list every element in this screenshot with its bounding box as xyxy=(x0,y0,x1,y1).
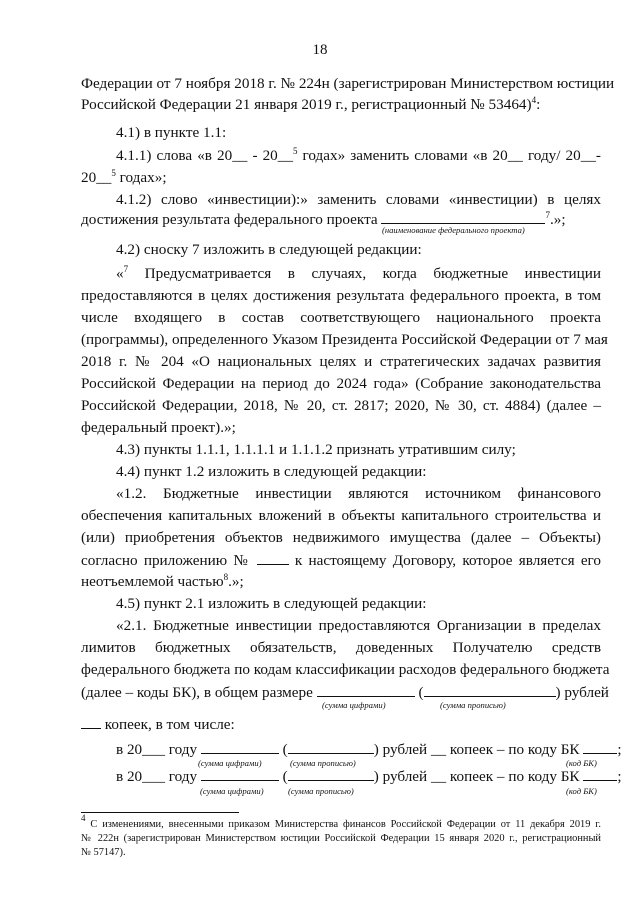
field-caption: (наименование федерального проекта) xyxy=(382,225,525,235)
text-line: 4.5) пункт 2.1 изложить в следующей редакции: xyxy=(116,595,427,612)
text-line: федеральный проект).»; xyxy=(81,419,236,436)
text-line: предоставляются в целях достижения результата федерального проекта, в том xyxy=(81,287,601,304)
text-line: 20__$^5$ годах»; xyxy=(81,168,167,186)
blank-field xyxy=(381,209,545,224)
blank-field xyxy=(424,682,556,697)
text-line: 4.1) в пункте 1.1: xyxy=(116,124,227,141)
blank-field xyxy=(583,766,617,781)
text-line: федерального бюджета по кодам классификации расходов федерального бюджета xyxy=(81,661,610,678)
text-line: Российской Федерации, 2018, № 20, ст. 2817; 2020, № 30, ст. 4884) (далее – xyxy=(81,397,601,414)
text-line: «2.1. Бюджетные инвестиции предоставляются Организации в пределах xyxy=(116,617,601,634)
text-line: (далее – коды БК), в общем размере ( ) рублей xyxy=(81,684,609,701)
field-caption: (сумма прописью) xyxy=(290,758,356,768)
footnote-text: № 222н (зарегистрирован Министерством юстиции Российской Федерации 15 января 2020 г., регистрационный xyxy=(81,833,601,844)
field-caption: (код БК) xyxy=(566,786,597,796)
text-line: Федерации от 7 ноября 2018 г. № 224н (зарегистрирован Министерством юстиции xyxy=(81,75,615,92)
blank-field xyxy=(81,714,101,729)
field-caption: (сумма прописью) xyxy=(440,700,506,710)
blank-field xyxy=(288,739,374,754)
blank-field xyxy=(201,766,279,781)
text-line: Российской Федерации на период до 2024 года» (Собрание законодательства xyxy=(81,375,601,392)
blank-field xyxy=(583,739,617,754)
field-caption: (сумма цифрами) xyxy=(198,758,262,768)
text-line: копеек, в том числе: xyxy=(81,714,601,735)
page-number: 18 xyxy=(312,42,328,58)
footnote-text: $^4$ С изменениями, внесенными приказом Министерства финансов Российской Федерации от 11 декабря 2019 г. xyxy=(81,813,601,830)
text-line: «$^7$ Предусматривается в случаях, когда бюджетные инвестиции xyxy=(116,264,601,282)
text-line: в 20___ году ( ) рублей __ копеек – по коду БК ; xyxy=(116,768,622,785)
text-line: в 20___ году ( ) рублей __ копеек – по коду БК ; xyxy=(116,741,622,758)
blank-field xyxy=(257,550,289,565)
field-caption: (сумма цифрами) xyxy=(322,700,386,710)
text-line: 4.4) пункт 1.2 изложить в следующей редакции: xyxy=(116,463,427,480)
text-line: обеспечения капитальных вложений в объекты капитального строительства и xyxy=(81,507,601,524)
text-line: достижения результата федерального проекта $^7$.»; xyxy=(81,210,566,228)
text-line: Российской Федерации 21 января 2019 г., регистрационный № 53464)$^4$: xyxy=(81,95,541,113)
field-caption: (сумма цифрами) xyxy=(200,786,264,796)
text-line: (программы), определенного Указом Президента Российской Федерации от 7 мая xyxy=(81,331,608,348)
text-line: 2018 г. № 204 «О национальных целях и стратегических задачах развития xyxy=(81,353,601,370)
footnote-text: № 57147). xyxy=(81,847,126,858)
text-line: 4.2) сноску 7 изложить в следующей редакции: xyxy=(116,241,422,258)
text-line: 4.1.2) слово «инвестиции):» заменить словами «инвестиции) в целях xyxy=(116,191,601,208)
text-line: 4.3) пункты 1.1.1, 1.1.1.1 и 1.1.1.2 признать утратившим силу; xyxy=(116,441,516,458)
footnote-ref: 4 xyxy=(531,95,537,105)
text-line: согласно приложению № к настоящему Договору, которое является его xyxy=(81,552,602,569)
field-caption: (код БК) xyxy=(566,758,597,768)
text-line: (или) приобретения объектов недвижимого имущества (далее – Объекты) xyxy=(81,529,601,546)
text-line: неотъемлемой частью$^8$.»; xyxy=(81,572,244,590)
field-caption: (сумма прописью) xyxy=(288,786,354,796)
blank-field xyxy=(317,682,415,697)
text-line: числе входящего в состав соответствующего национального проекта xyxy=(81,309,601,326)
text-line: 4.1.1) слова «в 20__ - 20__$^5$ годах» заменить словами «в 20__ году/ 20__- xyxy=(116,146,601,164)
text-line: «1.2. Бюджетные инвестиции являются источником финансового xyxy=(116,485,601,502)
blank-field xyxy=(288,766,374,781)
blank-field xyxy=(201,739,279,754)
footnote-separator xyxy=(81,812,239,813)
text-line: лимитов бюджетных обязательств, доведенных Получателю средств xyxy=(81,639,601,656)
